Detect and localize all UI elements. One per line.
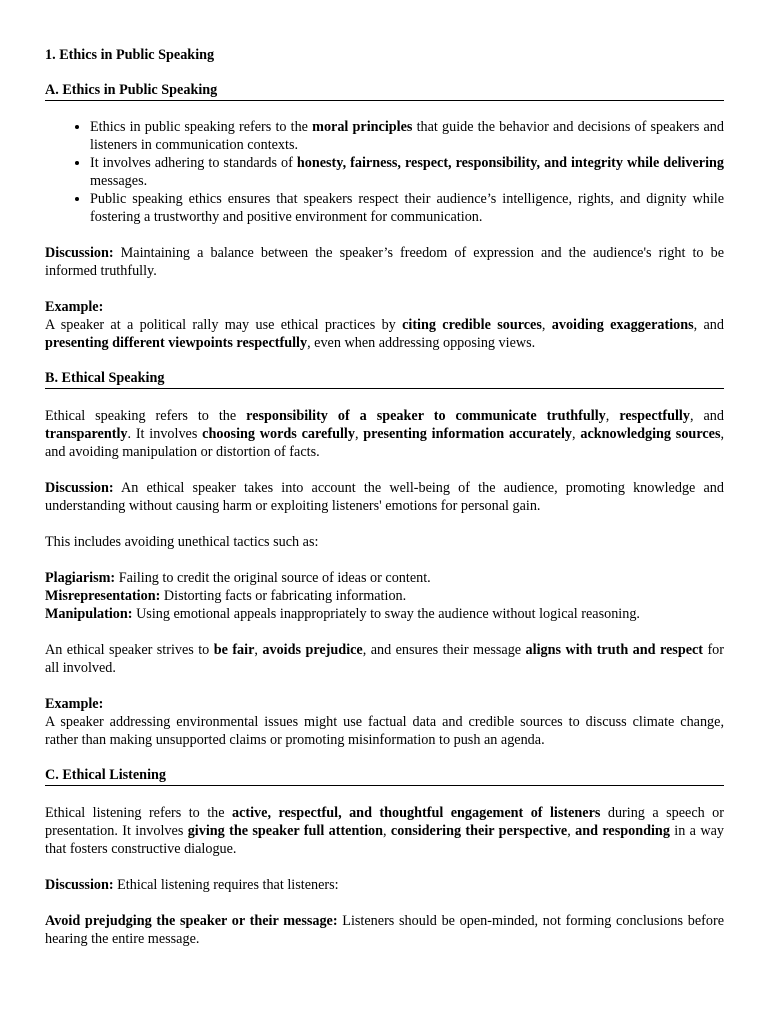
document-title: 1. Ethics in Public Speaking xyxy=(45,47,215,63)
section-a-bullet-list xyxy=(45,118,724,226)
section-a-example-label: Example: xyxy=(45,299,104,315)
section-a-discussion: Discussion: Maintaining a balance between the speaker’s freedom of expression and the audience's right to be informed truthfully. xyxy=(45,245,724,279)
section-b-strives: An ethical speaker strives to be fair, avoids prejudice, and ensures their message aligns with truth and respect for all involved. xyxy=(45,642,725,676)
section-b-intro: Ethical speaking refers to the responsibility of a speaker to communicate truthfully, respectfully, and transparently. It involves choosing words carefully, presenting information accurately, acknowledging sources, and avoiding manipulation or distortion of facts. xyxy=(45,408,725,460)
section-c-avoid-prejudging: Avoid prejudging the speaker or their message: Listeners should be open-minded, not forming conclusions before hearing the entire message. xyxy=(45,913,724,947)
section-b-tactics-intro: This includes avoiding unethical tactics such as: xyxy=(45,534,319,550)
section-c-discussion: Discussion: Ethical listening requires that listeners: xyxy=(45,877,339,893)
section-a-heading: A. Ethics in Public Speaking xyxy=(45,81,724,101)
tactic-misrepresentation: Misrepresentation: Distorting facts or fabricating information. xyxy=(45,588,407,604)
bullet-item: • Ethics in public speaking refers to the moral principles that guide the behavior and decisions of speakers and listeners in communication contexts. xyxy=(90,118,724,154)
section-b-heading: B. Ethical Speaking xyxy=(45,369,724,389)
section-c-heading: C. Ethical Listening xyxy=(45,766,724,786)
section-b-example: A speaker addressing environmental issues might use factual data and credible sources to discuss climate change, rather than making unsupported claims or promoting misinformation to push an agenda. xyxy=(45,714,724,748)
tactic-manipulation: Manipulation: Using emotional appeals inappropriately to sway the audience without logical reasoning. xyxy=(45,606,640,622)
document-body xyxy=(45,46,724,948)
bullet-item: • Public speaking ethics ensures that speakers respect their audience’s intelligence, rights, and dignity while fostering a trustworthy and positive environment for communication. xyxy=(90,190,724,226)
tactic-plagiarism: Plagiarism: Failing to credit the original source of ideas or content. xyxy=(45,570,431,586)
section-b-example-label: Example: xyxy=(45,696,104,712)
bullet-item: • It involves adhering to standards of honesty, fairness, respect, responsibility, and integrity while delivering messages. xyxy=(90,154,724,190)
section-b-discussion: Discussion: An ethical speaker takes into account the well-being of the audience, promoting knowledge and understanding without causing harm or exploiting listeners' emotions for personal gain. xyxy=(45,480,724,514)
section-c-intro: Ethical listening refers to the active, respectful, and thoughtful engagement of listeners during a speech or presentation. It involves giving the speaker full attention, considering their perspective, and responding in a way that fosters constructive dialogue. xyxy=(45,805,724,857)
section-a-example: A speaker at a political rally may use ethical practices by citing credible sources, avoiding exaggerations, and presenting different viewpoints respectfully, even when addressing opposing views. xyxy=(45,317,724,351)
